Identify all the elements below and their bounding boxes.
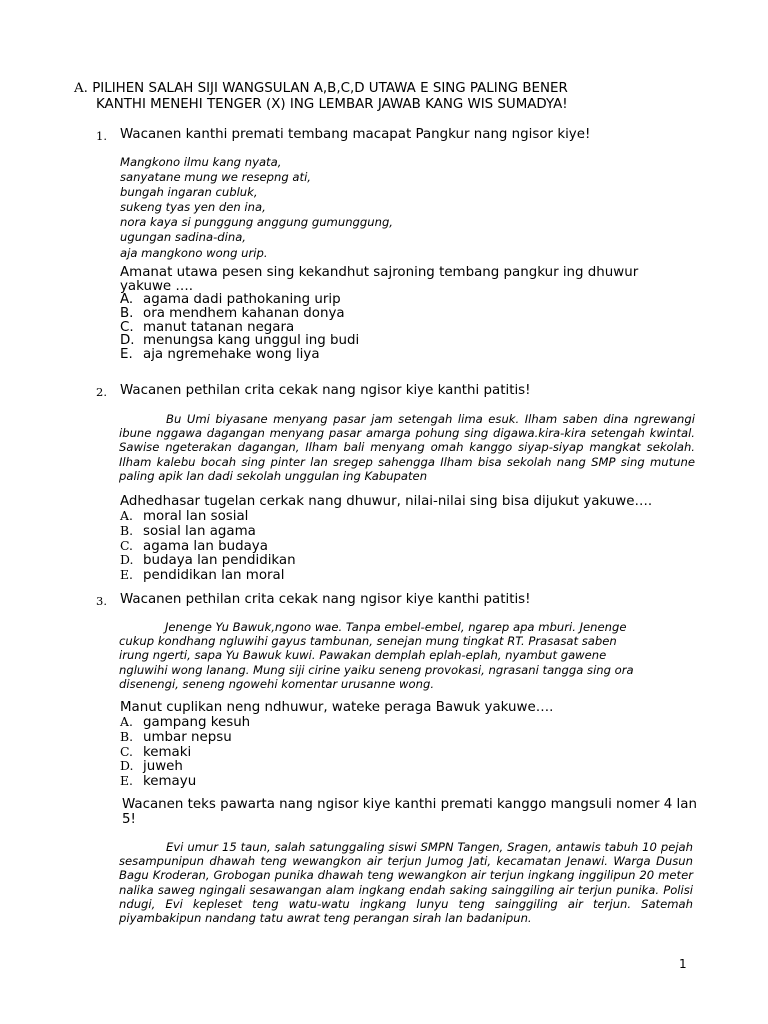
option-text: moral lan sosial (143, 509, 249, 524)
option-c[interactable] (120, 321, 359, 335)
option-text: aja ngremehake wong liya (143, 347, 320, 363)
question-number: 1. (96, 129, 107, 143)
option-c[interactable] (120, 745, 250, 760)
option-d[interactable] (120, 553, 296, 568)
question-2-options (120, 509, 296, 583)
passage-paragraph: Evi umur 15 taun, salah satunggaling siswi SMPN Tangen, Sragen, antawis tabuh 10 pejah sesampunipun dhawah teng wewangkon air terjun Jumog Jati, kecamatan Jenawi. Warga Dusun Bagu Kroderan, Grobogan punika dhawah teng wewangkon air terjun ingkang inggilipun 20 meter nalika saweg ngingali sesawangan alam ingkang endah saking sainggiling air terjun punika. Polisi ndugi, Evi kepleset teng watu-watu ingkang lunyu teng sainggiling air terjun. Satemah piyambakipun nandang tatu awrat teng perangan sirah lan badanipun. (119, 840, 693, 926)
option-text: umbar nepsu (143, 729, 232, 745)
option-letter: A. (120, 714, 133, 729)
poem-line: bungah ingaran cubluk, (120, 185, 258, 200)
option-text: ora mendhem kahanan donya (143, 305, 345, 321)
passage-line: irung ngerti, sapa Yu Bawuk kuwi. Pawakan demplah eplah-eplah, nyambut gawene (119, 648, 607, 663)
section-heading-line-2: KANTHI MENEHI TENGER (X) ING LEMBAR JAWAB KANG WIS SUMADYA! (96, 97, 568, 112)
question-1-options (120, 293, 359, 362)
option-letter: C. (120, 319, 134, 335)
option-b[interactable] (120, 307, 359, 321)
option-a[interactable] (120, 293, 359, 307)
news-instruction: Wacanen teks pawarta nang ngisor kiye kanthi premati kanggo mangsuli nomer 4 lan 5! (122, 797, 697, 827)
option-letter: B. (120, 305, 134, 321)
question-number: 3. (96, 594, 107, 608)
poem-line: nora kaya si punggung anggung gumunggung, (120, 215, 393, 230)
poem-line: sukeng tyas yen den ina, (120, 200, 266, 215)
option-a[interactable] (120, 509, 296, 524)
option-letter: E. (120, 567, 133, 583)
option-e[interactable] (120, 568, 296, 583)
option-letter: E. (120, 773, 133, 789)
news-passage (119, 840, 693, 925)
option-text: juweh (143, 759, 183, 775)
story-passage-3 (119, 620, 695, 691)
option-letter: D. (120, 333, 135, 349)
poem-line: ugungan sadina-dina, (120, 230, 246, 245)
option-letter: D. (120, 758, 134, 774)
passage-line: disenengi, seneng ngowehi komentar urusanne wong. (119, 676, 435, 691)
section-heading-line-1: PILIHEN SALAH SIJI WANGSULAN A,B,C,D UTAWA E SING PALING BENER (92, 81, 568, 96)
poem-line: aja mangkono wong urip. (120, 245, 268, 260)
question-number: 2. (96, 385, 107, 399)
option-text: budaya lan pendidikan (143, 553, 296, 569)
option-c[interactable] (120, 539, 296, 554)
question-3-prompt: Manut cuplikan neng ndhuwur, wateke peraga Bawuk yakuwe…. (120, 700, 554, 715)
passage-line: cukup kondhang ngluwihi gayus tambunan, senejan mung tingkat RT. Prasasat saben (119, 634, 617, 649)
question-1-prompt: Amanat utawa pesen sing kekandhut sajroning tembang pangkur ing dhuwur yakuwe …. (120, 265, 639, 294)
passage-line: ngluwihi wong lanang. Mung siji cirine yaiku seneng provokasi, ngrasani tangga sing ora (119, 662, 634, 677)
question-instruction: Wacanen pethilan crita cekak nang ngisor kiye kanthi patitis! (120, 592, 531, 607)
option-text: gampang kesuh (143, 715, 251, 730)
option-text: menungsa kang unggul ing budi (143, 333, 360, 349)
option-letter: E. (120, 347, 133, 363)
passage-line: Jenenge Yu Bawuk,ngono wae. Tanpa embel-embel, ngarep apa mburi. Jenenge (165, 620, 627, 634)
option-text: manut tatanan negara (143, 319, 295, 335)
option-text: pendidikan lan moral (143, 568, 285, 584)
option-letter: B. (120, 728, 134, 744)
option-text: kemaki (143, 744, 192, 760)
section-heading (74, 81, 714, 113)
poem-line: sanyatane mung we resepng ati, (120, 170, 311, 185)
option-text: agama dadi pathokaning urip (143, 292, 341, 307)
question-2-prompt: Adhedhasar tugelan cerkak nang dhuwur, nilai-nilai sing bisa dijukut yakuwe…. (120, 494, 653, 509)
poem-line: Mangkono ilmu kang nyata, (120, 155, 282, 169)
page-number: 1 (679, 957, 687, 971)
option-b[interactable] (120, 730, 250, 745)
story-passage-2 (119, 412, 695, 483)
section-letter: A. (74, 81, 88, 96)
option-e[interactable] (120, 348, 359, 362)
option-letter: A. (120, 508, 133, 523)
option-letter: A. (120, 292, 134, 307)
option-letter: B. (120, 522, 134, 538)
question-instruction: Wacanen pethilan crita cekak nang ngisor kiye kanthi patitis! (120, 383, 531, 398)
poem-pangkur (120, 155, 393, 261)
option-text: kemayu (143, 774, 197, 790)
option-text: sosial lan agama (143, 523, 256, 539)
question-instruction: Wacanen kanthi premati tembang macapat Pangkur nang ngisor kiye! (120, 127, 591, 142)
option-letter: D. (120, 552, 134, 568)
option-d[interactable] (120, 334, 359, 348)
option-e[interactable] (120, 774, 250, 789)
option-text: agama lan budaya (143, 538, 268, 554)
option-a[interactable] (120, 715, 250, 730)
option-letter: C. (120, 743, 133, 759)
option-b[interactable] (120, 524, 296, 539)
question-3-options (120, 715, 250, 789)
option-d[interactable] (120, 759, 250, 774)
option-letter: C. (120, 537, 133, 553)
passage-paragraph: Bu Umi biyasane menyang pasar jam setengah lima esuk. Ilham saben dina ngrewangi ibune nggawa dagangan menyang pasar amarga pohung sing digawa.kira-kira setengah kwintal. Sawise ngeterakan dagangan, Ilham bali menyang omah kanggo siyap-siyap mangkat sekolah. Ilham kalebu bocah sing pinter lan sregep sahengga Ilham bisa sekolah nang SMP sing mutune paling apik lan dadi sekolah unggulan ing Kabupaten (119, 412, 695, 483)
